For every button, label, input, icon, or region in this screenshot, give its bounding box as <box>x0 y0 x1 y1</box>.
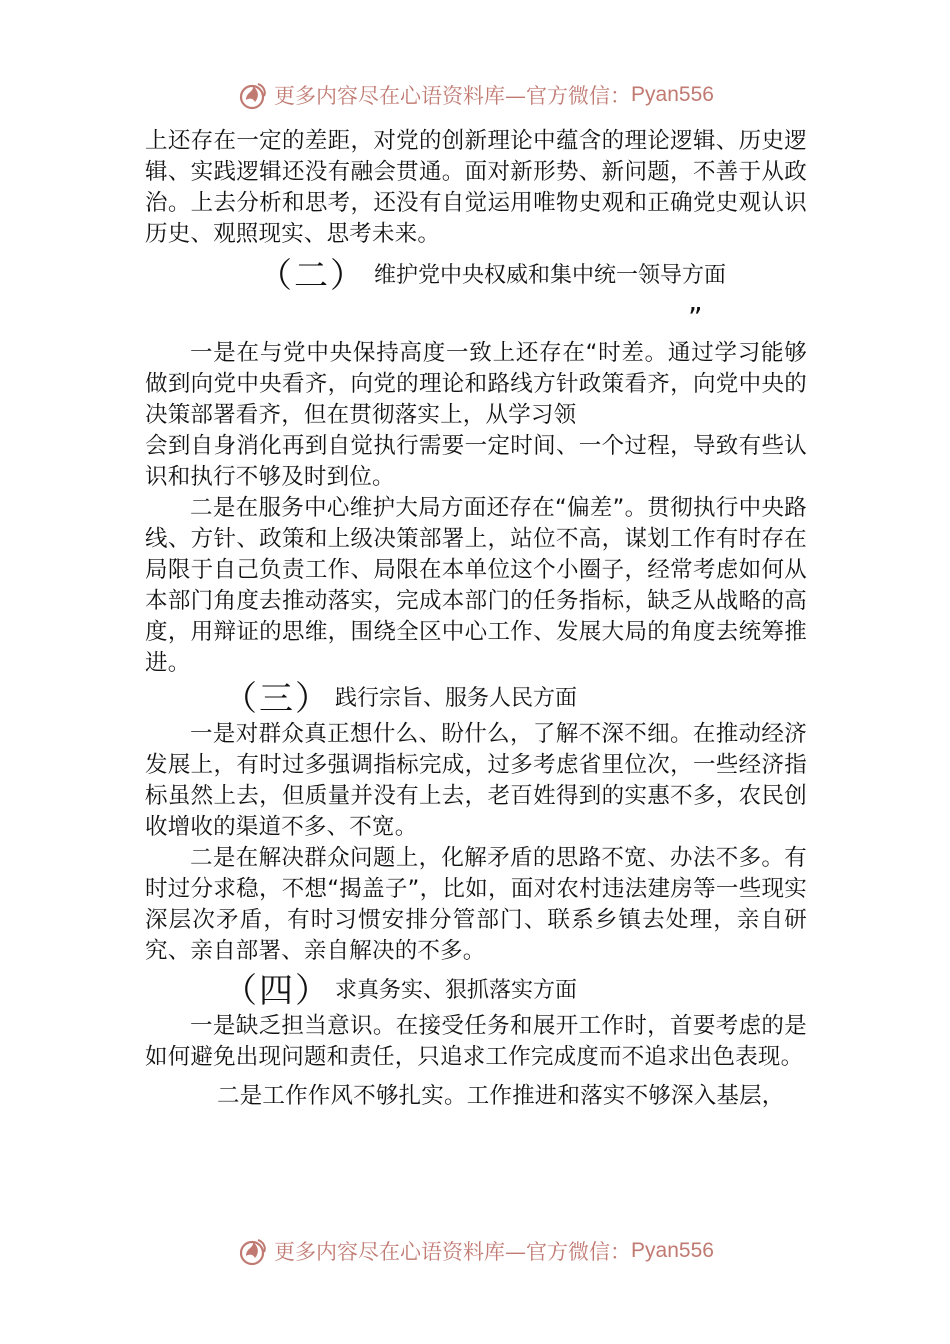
banner-wechat-id: Pyan556 <box>631 1239 714 1262</box>
paragraph-4-1: 一是缺乏担当意识。在接受任务和展开工作时，首要考虑的是如何避免出现问题和责任，只追求工作完成度而不追求出色表现。 <box>145 1013 807 1070</box>
paragraph-3-2: 二是在解决群众问题上，化解矛盾的思路不宽、办法不多。有时过分求稳，不想“揭盖子”，比如，面对农村违法建房等一些现实深层次矛盾，有时习惯安排分管部门、联系乡镇去处理，亲自研究、亲自部署、亲自解决的不多。 <box>145 845 807 964</box>
section-title: 求真务实、狠抓落实方面 <box>335 978 578 1003</box>
section-number: （二） <box>258 256 366 296</box>
stray-quote-mark: ” <box>688 301 703 334</box>
section-heading-4 <box>145 971 807 1011</box>
fire-swirl-logo-icon <box>236 1234 270 1268</box>
banner-text: 更多内容尽在心语资料库—官方微信： <box>274 1240 632 1264</box>
header-watermark-banner <box>0 75 950 115</box>
footer-watermark-banner <box>0 1231 950 1271</box>
paragraph-4-2: 二是工作作风不够扎实。工作推进和落实不够深入基层， <box>217 1083 785 1109</box>
section-heading-3 <box>145 679 807 719</box>
section-heading-2 <box>145 256 807 296</box>
paragraph-3-1: 一是对群众真正想什么、盼什么，了解不深不细。在推动经济发展上，有时过多强调指标完成，过多考虑省里位次，一些经济指标虽然上去，但质量并没有上去，老百姓得到的实惠不多，农民创收增收的渠道不多、不宽。 <box>145 721 807 840</box>
paragraph-2-1a: 一是在与党中央保持高度一致上还存在“时差。通过学习能够做到向党中央看齐，向党的理论和路线方针政策看齐，向党中央的决策部署看齐，但在贯彻落实上，从学习领 <box>145 340 807 428</box>
paragraph-2-2: 二是在服务中心维护大局方面还存在“偏差”。贯彻执行中央路线、方针、政策和上级决策部署上，站位不高，谋划工作有时存在局限于自己负责工作、局限在本单位这个小圈子，经常考虑如何从本部门角度去推动落实，完成本部门的任务指标，缺乏从战略的高度，用辩证的思维，围绕全区中心工作、发展大局的角度去统筹推进。 <box>145 495 807 676</box>
document-body <box>145 126 807 1112</box>
section-number: （四） <box>223 971 331 1011</box>
fire-swirl-logo-icon <box>236 78 270 112</box>
banner-text: 更多内容尽在心语资料库—官方微信： <box>274 84 632 108</box>
paragraph-2-1b: 会到自身消化再到自觉执行需要一定时间、一个过程，导致有些认识和执行不够及时到位。 <box>145 433 807 490</box>
section-title: 维护党中央权威和集中统一领导方面 <box>374 263 727 288</box>
banner-wechat-id: Pyan556 <box>631 83 714 106</box>
section-number: （三） <box>223 679 331 719</box>
section-title: 践行宗旨、服务人民方面 <box>335 686 578 711</box>
paragraph-intro-continued: 上还存在一定的差距，对党的创新理论中蕴含的理论逻辑、历史逻辑、实践逻辑还没有融会贯通。面对新形势、新问题，不善于从政治。上去分析和思考，还没有自觉运用唯物史观和正确党史观认识历史、观照现实、思考未来。 <box>145 128 807 247</box>
